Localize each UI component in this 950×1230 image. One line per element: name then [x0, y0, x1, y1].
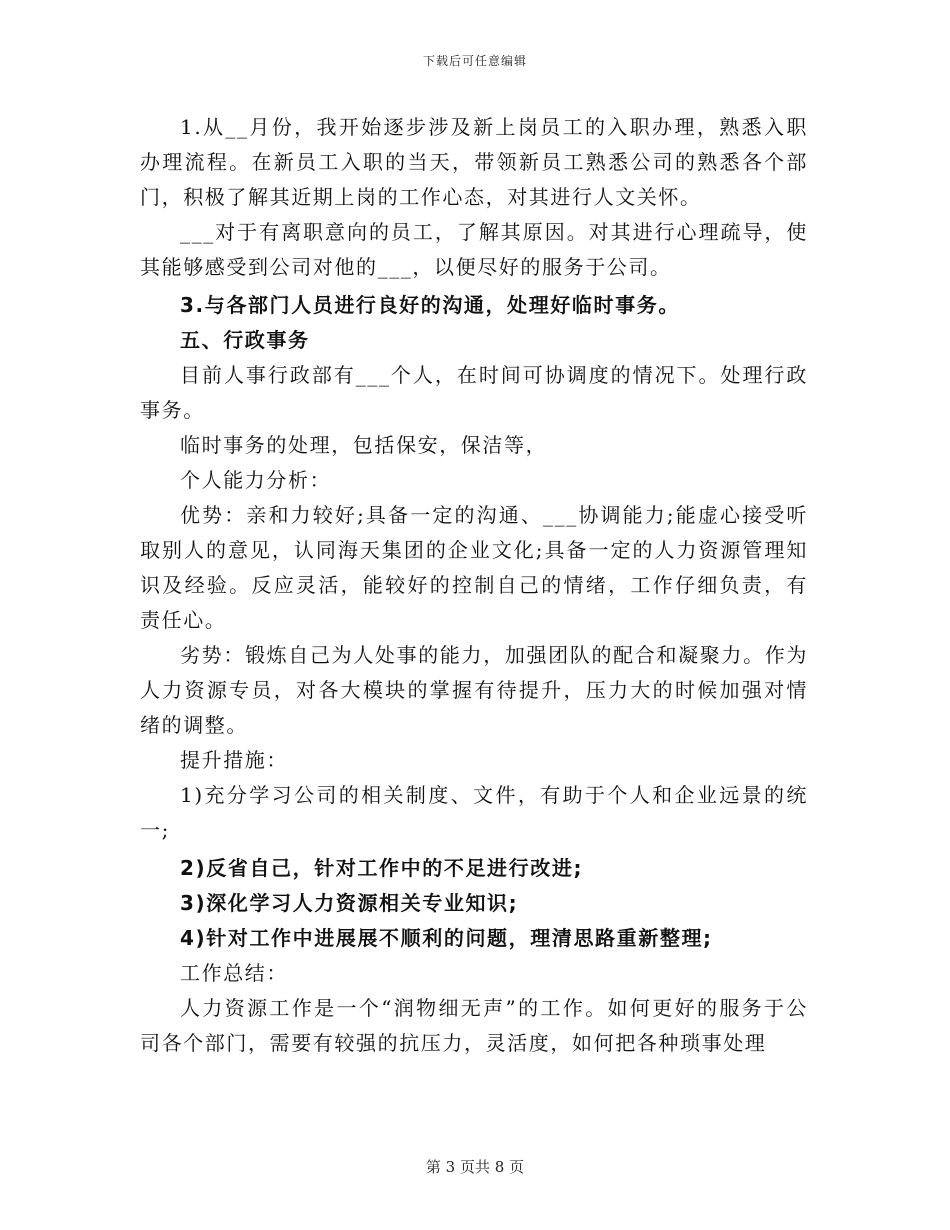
paragraph-ability-analysis: 个人能力分析：: [180, 468, 332, 492]
document-body: [140, 110, 808, 1061]
paragraph-measure-1: 1)充分学习公司的相关制度、文件，有助于个人和企业远景的统一;: [140, 783, 808, 842]
paragraph-resignation: ___对于有离职意向的员工，了解其原因。对其进行心理疏导，使其能够感受到公司对他的___，以便尽好的服务于公司。: [140, 220, 808, 279]
paragraph-measure-2: 2)反省自己，针对工作中的不足进行改进;: [180, 856, 584, 880]
paragraph-admin-staff: 目前人事行政部有___个人，在时间可协调度的情况下。处理行政事务。: [140, 363, 808, 422]
paragraph-temp-affairs: 临时事务的处理，包括保安，保洁等，: [180, 433, 548, 457]
paragraph-summary: 人力资源工作是一个“润物细无声”的工作。如何更好的服务于公司各个部门，需要有较强的抗压力，灵活度，如何把各种琐事处理: [140, 996, 808, 1055]
paragraph-onboarding: 1.从__月份，我开始逐步涉及新上岗员工的入职办理，熟悉入职办理流程。在新员工入职的当天，带领新员工熟悉公司的熟悉各个部门，积极了解其近期上岗的工作心态，对其进行人文关怀。: [140, 115, 808, 209]
section-heading-admin: 五、行政事务: [180, 328, 310, 352]
page-header: 下载后可任意编辑: [422, 54, 527, 68]
paragraph-strengths: 优势：亲和力较好;具备一定的沟通、___协调能力;能虚心接受听取别人的意见，认同海天集团的企业文化;具备一定的人力资源管理知识及经验。反应灵活，能较好的控制自己的情绪，工作仔细负责，有责任心。: [140, 503, 808, 632]
paragraph-weaknesses: 劣势：锻炼自己为人处事的能力，加强团队的配合和凝聚力。作为人力资源专员，对各大模块的掌握有待提升，压力大的时候加强对情绪的调整。: [140, 643, 808, 737]
paragraph-measure-3: 3)深化学习人力资源相关专业知识;: [180, 891, 519, 915]
paragraph-measure-4: 4)针对工作中进展展不顺利的问题，理清思路重新整理;: [180, 926, 713, 950]
page-footer: 第 3 页共 8 页: [425, 1158, 525, 1176]
paragraph-summary-heading: 工作总结：: [180, 961, 288, 985]
paragraph-improvement-heading: 提升措施：: [180, 748, 288, 772]
paragraph-communication: 3.与各部门人员进行良好的沟通，处理好临时事务。: [180, 293, 680, 317]
